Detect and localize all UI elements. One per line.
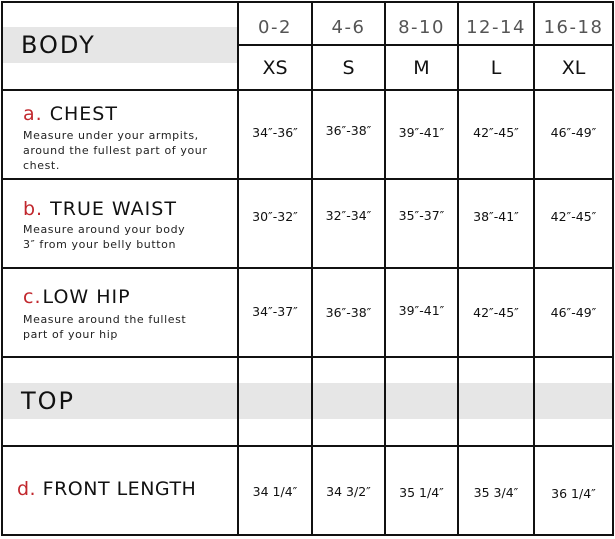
age-range-header: 12-14 (466, 17, 526, 38)
size-header: XL (561, 57, 586, 79)
measurement-value: 42″-45″ (550, 209, 597, 224)
measurement-value: 35 1/4″ (399, 485, 444, 500)
row-divider (1, 356, 614, 358)
measurement-value: 39″-41″ (398, 125, 445, 140)
age-range-header: 8-10 (398, 17, 445, 38)
size-header: S (342, 57, 355, 79)
measurement-value: 42″-45″ (473, 305, 519, 320)
measurement-value: 38″-41″ (473, 209, 519, 224)
measurement-value: 36″-38″ (325, 305, 372, 320)
table-border-top (1, 1, 614, 3)
row-divider (1, 178, 614, 180)
age-range-header: 16-18 (543, 17, 604, 38)
body-section-heading: BODY (21, 31, 96, 59)
measurement-title (23, 198, 177, 220)
measurement-name: CHEST (49, 103, 118, 125)
measurement-name: LOW HIP (42, 286, 131, 308)
row-divider (1, 267, 614, 269)
measurement-prefix: a. (23, 103, 43, 125)
measurement-value: 30″-32″ (252, 209, 298, 224)
measurement-value: 34 3/2″ (326, 484, 371, 499)
measurement-value: 34″-36″ (252, 125, 298, 140)
table-border-bottom (1, 534, 614, 536)
row-divider (1, 445, 614, 447)
row-divider (1, 89, 614, 91)
measurement-value: 46″-49″ (550, 125, 597, 140)
top-section-heading: TOP (21, 387, 76, 415)
measurement-description: Measure around the fullest part of your hip (23, 313, 187, 341)
measurement-value: 34 1/4″ (252, 484, 298, 499)
measurement-prefix: c. (23, 286, 42, 308)
measurement-value: 42″-45″ (473, 125, 519, 140)
size-header: XS (262, 57, 288, 79)
measurement-value: 35″-37″ (398, 208, 445, 223)
age-range-header: 4-6 (331, 17, 366, 38)
age-range-header: 0-2 (258, 17, 292, 38)
size-header: L (490, 57, 502, 79)
top-header-band (3, 383, 613, 419)
measurement-title (23, 103, 118, 125)
measurement-title (23, 286, 131, 308)
measurement-value: 32″-34″ (325, 208, 372, 223)
measurement-name: TRUE WAIST (50, 198, 177, 220)
measurement-value: 36″-38″ (325, 123, 372, 138)
row-divider (237, 44, 614, 46)
measurement-description: Measure under your armpits, around the fullest part of your chest. (23, 129, 208, 172)
measurement-value: 36 1/4″ (551, 486, 596, 501)
measurement-value: 46″-49″ (550, 305, 597, 320)
size-header: M (413, 57, 430, 79)
measurement-value: 39″-41″ (398, 303, 445, 318)
measurement-value: 34″-37″ (252, 304, 298, 319)
measurement-value: 35 3/4″ (473, 485, 519, 500)
measurement-title (17, 478, 196, 500)
measurement-description: Measure around your body 3″ from your belly button (23, 223, 186, 251)
measurement-name: FRONT LENGTH (42, 478, 197, 500)
measurement-prefix: d. (17, 478, 37, 500)
measurement-prefix: b. (23, 198, 44, 220)
